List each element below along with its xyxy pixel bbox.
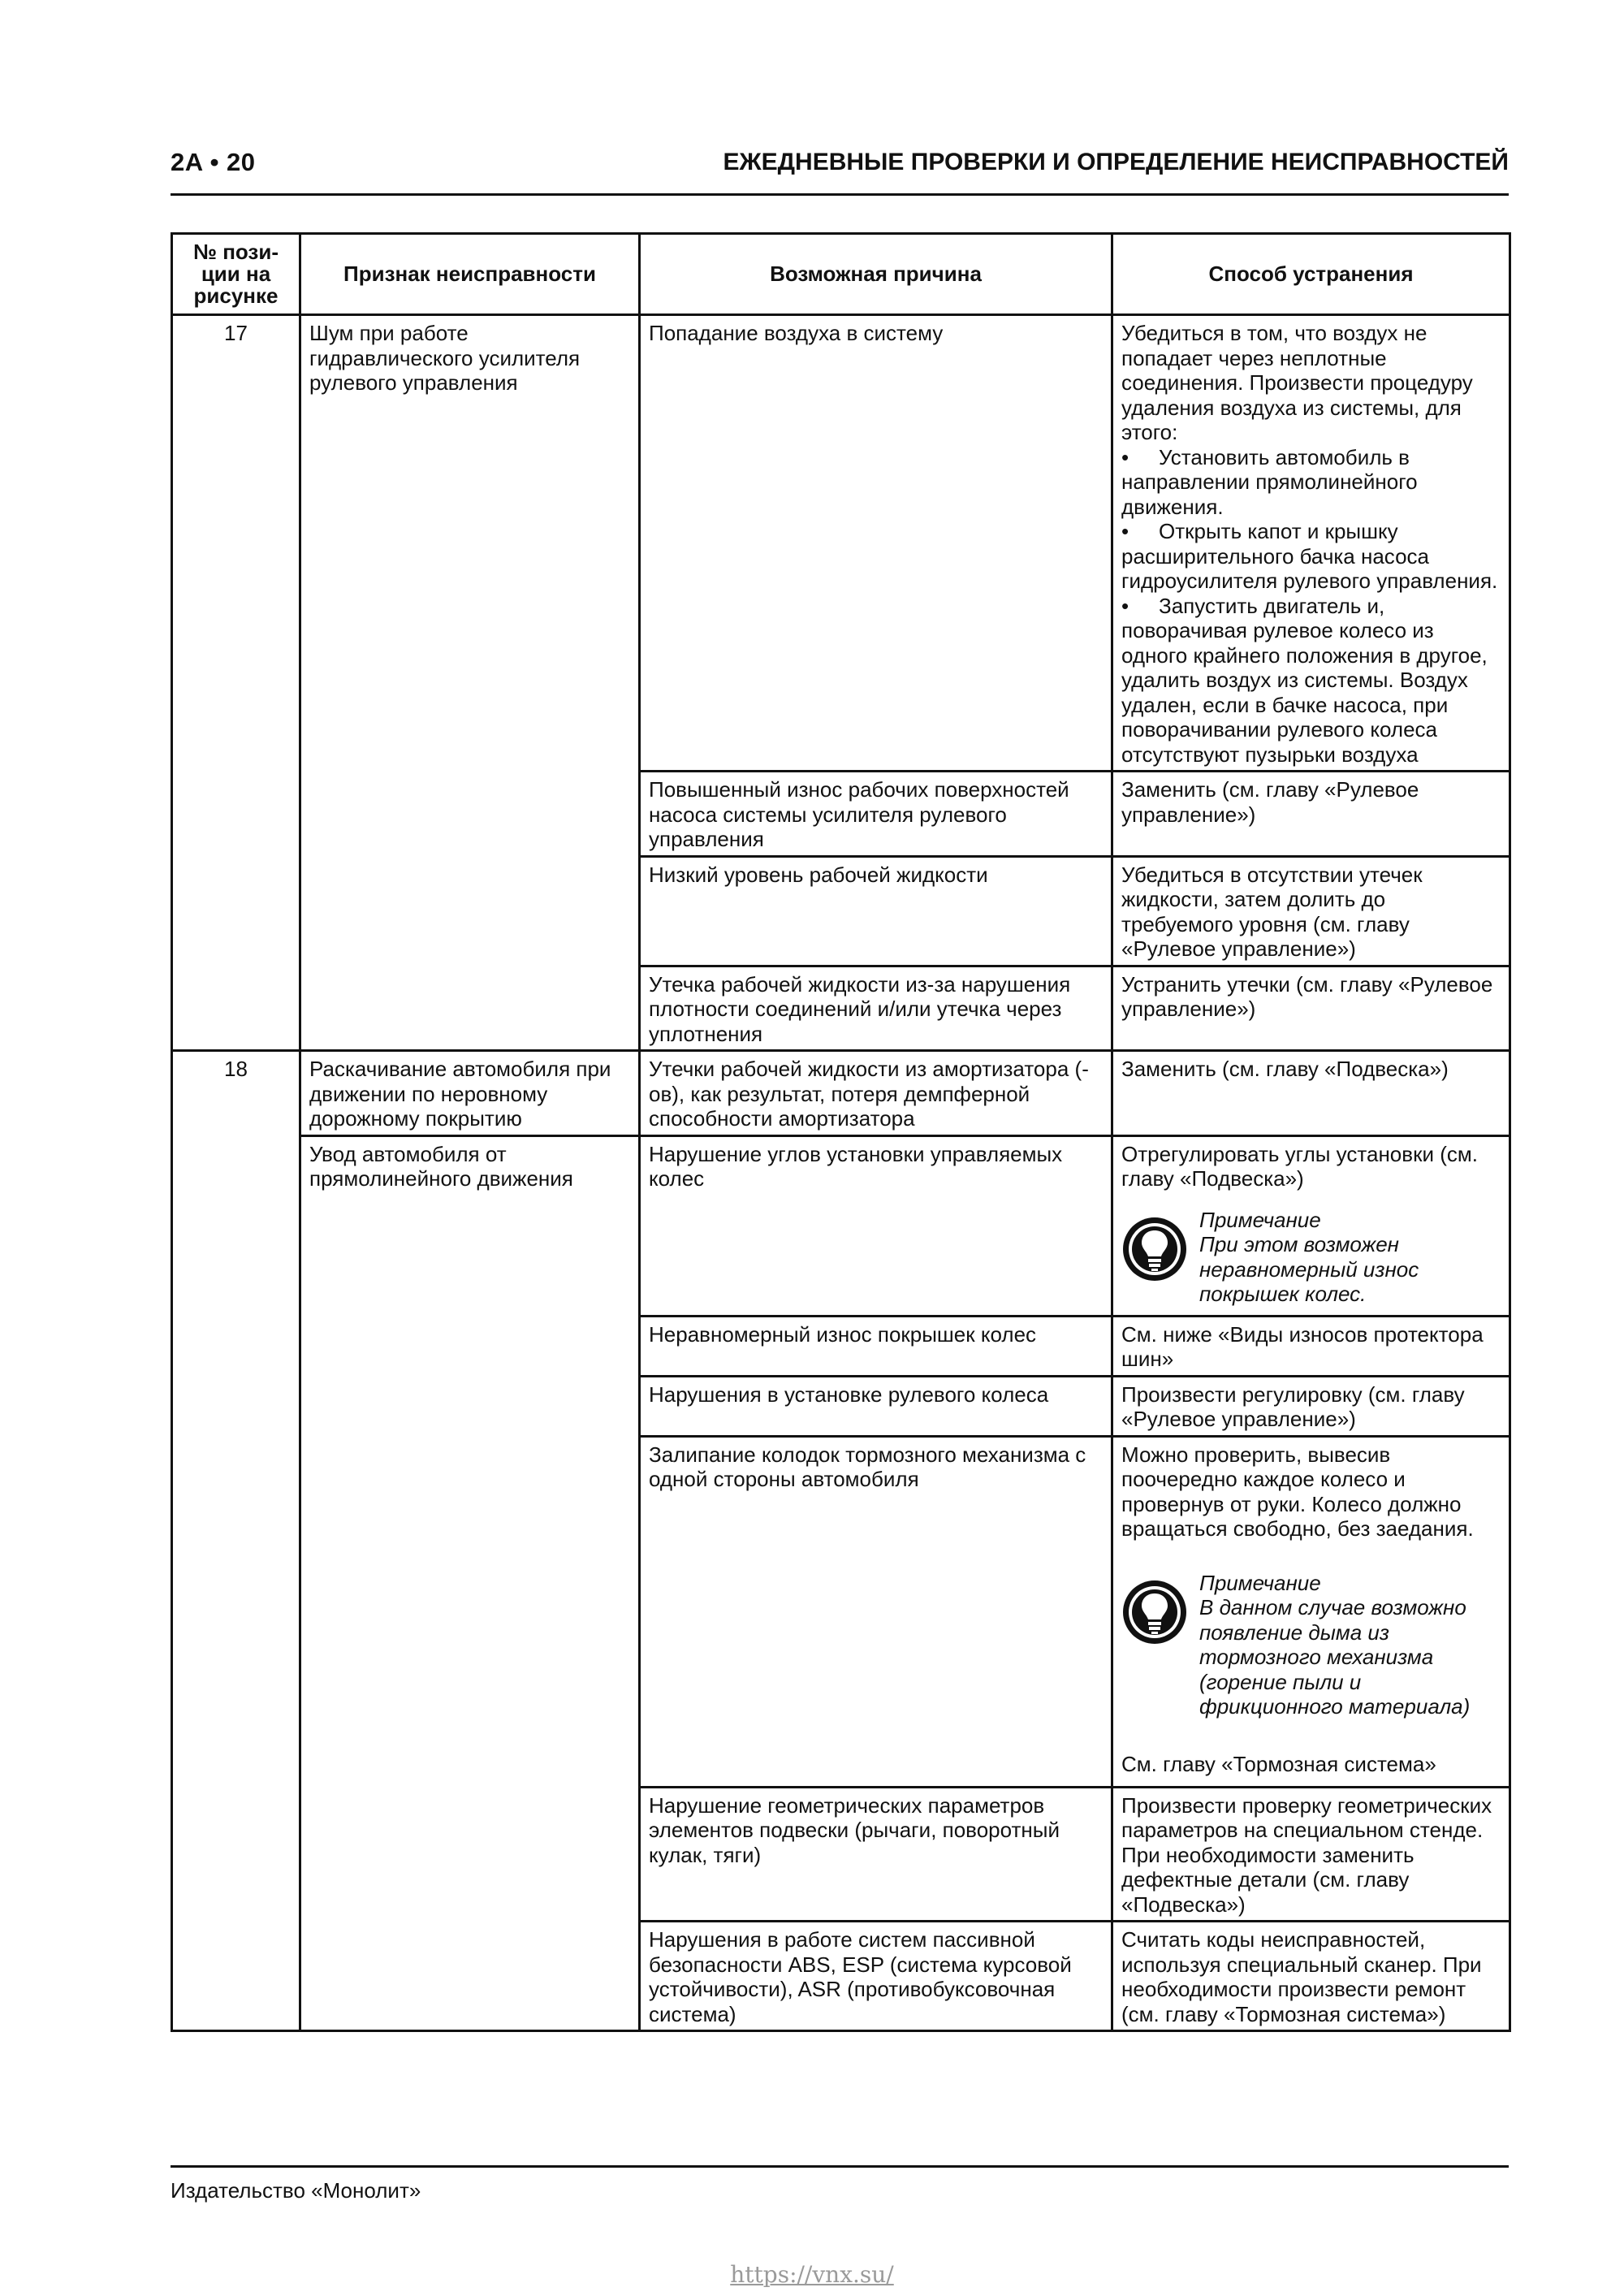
section-title: ЕЖЕДНЕВНЫЕ ПРОВЕРКИ И ОПРЕДЕЛЕНИЕ НЕИСПРАВНОСТЕЙ [723,149,1509,175]
symptom-cell: Увод автомобиля от прямолинейного движения [300,1135,640,2031]
remedy-text: Отрегулировать углы установки (см. главу «Подвеска») [1121,1141,1478,1191]
cause-cell: Нарушения в установке рулевого колеса [640,1376,1112,1436]
cause-cell: Нарушения в работе систем пассивной безопасности ABS, ESP (система курсовой устойчивости), ASR (противобуксовочная система) [640,1922,1112,2031]
note-title: Примечание [1199,1207,1321,1232]
column-header-symptom: Признак неисправности [300,234,640,315]
footer-divider [171,2165,1509,2168]
cause-cell: Утечка рабочей жидкости из-за нарушения плотности соединений и/или утечка через уплотнения [640,966,1112,1051]
remedy-intro: Убедиться в том, что воздух не попадает через неплотные соединения. Произвести процедуру удаления воздуха из системы, для этого: [1121,321,1473,444]
troubleshooting-table [171,232,1511,2032]
remedy-cell: Убедиться в отсутствии утечек жидкости, затем долить до требуемого уровня (см. главу «Рулевое управление») [1112,856,1510,966]
note-text: При этом возможен неравномерный износ покрышек колес. [1199,1232,1419,1306]
remedy-reference: См. главу «Тормозная система» [1121,1751,1436,1776]
table-row [172,1135,1510,1316]
column-header-cause: Возможная причина [640,234,1112,315]
page-header [171,145,1509,180]
position-number: 17 [172,315,300,1051]
remedy-cell [1112,1135,1510,1316]
remedy-cell: Заменить (см. главу «Рулевое управление») [1112,772,1510,857]
remedy-step-text: Установить автомобиль в направлении прямолинейного движения. [1121,444,1418,519]
symptom-cell: Раскачивание автомобиля при движении по неровному дорожному покрытию [300,1051,640,1136]
note-content [1199,1208,1501,1307]
remedy-step [1121,594,1501,767]
remedy-step-text: Запустить двигатель и, поворачивая рулевое колесо из одного крайнего положения в другое, удалить воздух из системы. Воздух удален, если в бачке насоса, при поворачивании рулевого колеса отсутствуют пузырьки воздуха [1121,593,1488,767]
remedy-cell: Заменить (см. главу «Подвеска») [1112,1051,1510,1136]
table-header-row [172,234,1510,315]
remedy-step [1121,445,1501,520]
cause-cell: Нарушение геометрических параметров элементов подвески (рычаги, поворотный кулак, тяги) [640,1787,1112,1922]
remedy-cell: Устранить утечки (см. главу «Рулевое управление») [1112,966,1510,1051]
cause-cell: Залипание колодок тормозного механизма с одной стороны автомобиля [640,1436,1112,1787]
cause-cell: Нарушение углов установки управляемых колес [640,1135,1112,1316]
note-block [1121,1208,1501,1307]
note-content [1199,1571,1501,1719]
remedy-cell: Произвести проверку геометрических параметров на специальном стенде. При необходимости заменить дефектные детали (см. главу «Подвеска») [1112,1787,1510,1922]
remedy-step-text: Открыть капот и крышку расширительного бачка насоса гидроусилителя рулевого управления. [1121,519,1498,593]
remedy-cell: Произвести регулировку (см. главу «Рулевое управление») [1112,1376,1510,1436]
lightbulb-icon [1121,1216,1188,1282]
lightbulb-icon [1121,1579,1188,1645]
cause-cell: Утечки рабочей жидкости из амортизатора (-ов), как результат, потеря демпферной способности амортизатора [640,1051,1112,1136]
column-header-remedy: Способ устранения [1112,234,1510,315]
remedy-cell [1112,1436,1510,1787]
remedy-cell: См. ниже «Виды износов протектора шин» [1112,1316,1510,1376]
note-block [1121,1571,1501,1719]
page-number: 2A • 20 [171,148,256,176]
remedy-cell: Считать коды неисправностей, используя специальный сканер. При необходимости произвести ремонт (см. главу «Тормозная система») [1112,1922,1510,2031]
note-title: Примечание [1199,1570,1321,1595]
header-divider [171,193,1509,196]
note-text: В данном случае возможно появление дыма из тормозного механизма (горение пыли и фрикционного материала) [1199,1595,1471,1719]
table-row [172,1051,1510,1136]
cause-cell: Низкий уровень рабочей жидкости [640,856,1112,966]
column-header-position: № пози- ции на рисунке [172,234,300,315]
cause-cell: Повышенный износ рабочих поверхностей насоса системы усилителя рулевого управления [640,772,1112,857]
table-row [172,315,1510,772]
bullet-icon: • [1121,593,1129,618]
position-number: 18 [172,1051,300,2031]
bullet-icon: • [1121,444,1129,469]
bullet-icon: • [1121,519,1129,543]
watermark-link[interactable]: https://vnx.su/ [730,2261,894,2288]
cause-cell: Попадание воздуха в систему [640,315,1112,772]
remedy-text: Можно проверить, вывесив поочередно каждое колесо и провернув от руки. Колесо должно вращаться свободно, без заедания. [1121,1442,1474,1541]
remedy-step [1121,519,1501,594]
remedy-cell [1112,315,1510,772]
symptom-cell: Шум при работе гидравлического усилителя рулевого управления [300,315,640,1051]
publisher-name: Издательство «Монолит» [171,2178,421,2203]
cause-cell: Неравномерный износ покрышек колес [640,1316,1112,1376]
